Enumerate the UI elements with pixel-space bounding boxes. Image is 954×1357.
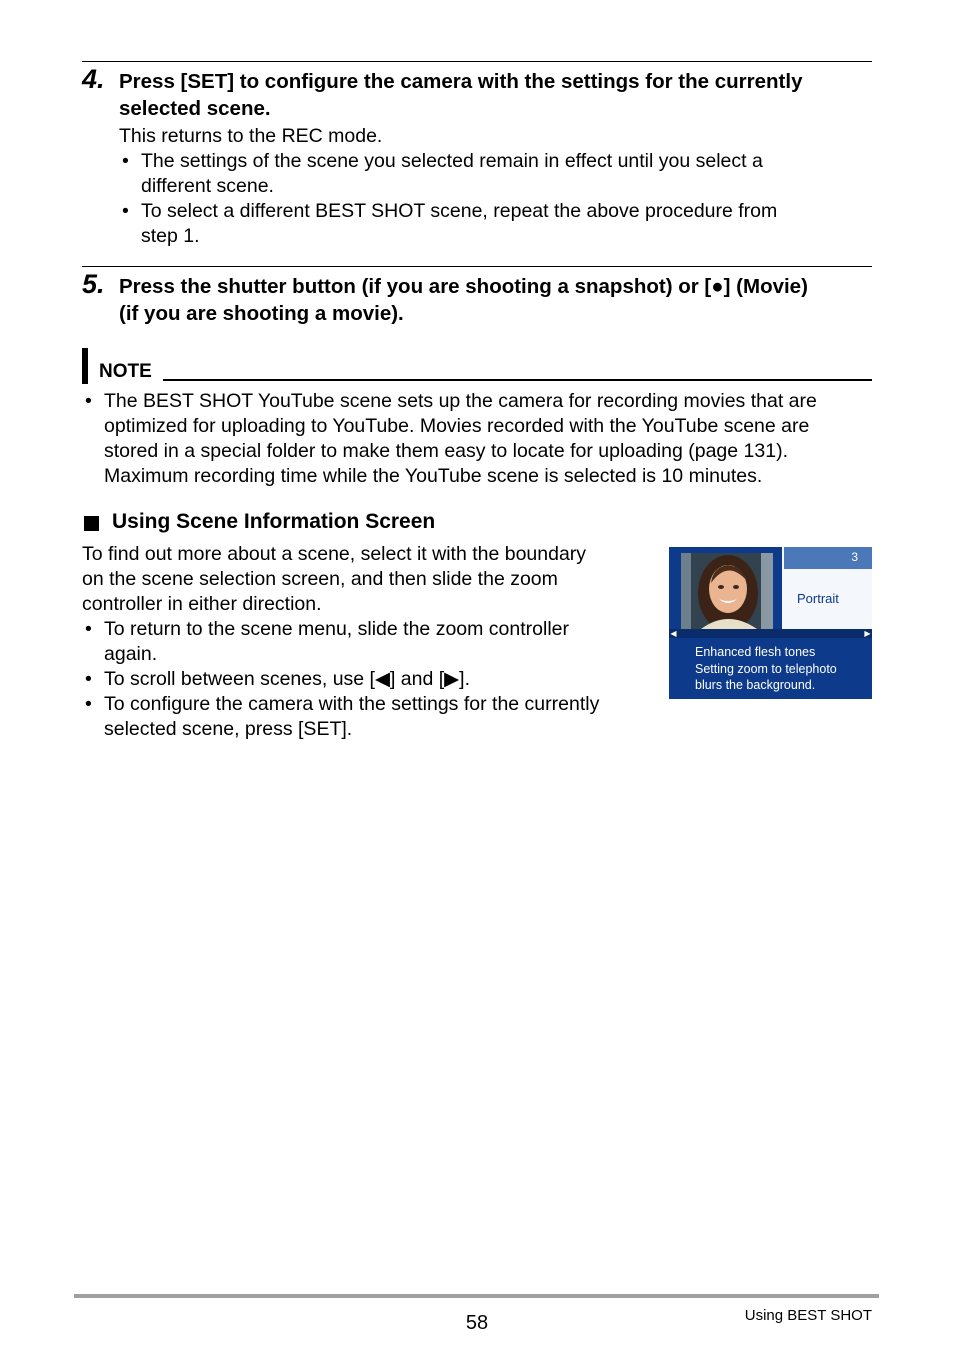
scene-description-line3: blurs the background. [695, 678, 816, 692]
step4-bullet [122, 149, 872, 199]
note-marker [82, 348, 88, 384]
page-number: 58 [465, 1312, 489, 1334]
step4-heading-line2: selected scene. [119, 97, 271, 120]
bullet-dot: • [122, 150, 129, 172]
step4-number: 4. [82, 64, 105, 94]
scene-description-line2: Setting zoom to telephoto [695, 661, 837, 676]
bullet-dot: • [85, 390, 92, 412]
step5-divider [82, 266, 872, 267]
step4-bullet [122, 199, 872, 249]
camera-screen-image [669, 547, 872, 699]
section-intro [82, 542, 652, 617]
section-intro-line2: on the scene selection screen, and then slide the zoom [82, 568, 558, 590]
section-intro-line1: To find out more about a scene, select it with the boundary [82, 543, 587, 565]
step4-intro: This returns to the REC mode. [119, 125, 383, 147]
portrait-photo [681, 553, 773, 629]
step4-heading [119, 68, 871, 122]
scene-description-line1: Enhanced flesh tones [695, 645, 816, 659]
section-bullet [85, 692, 655, 742]
right-arrow-icon: ▶ [864, 629, 871, 638]
note-rule [163, 379, 872, 381]
step5-heading [119, 273, 871, 327]
note-line-3: stored in a special folder to make them easy to locate for uploading (page 131). [104, 440, 788, 462]
bullet-dot: • [85, 693, 92, 715]
scene-description [695, 644, 865, 694]
scene-name: Portrait [797, 591, 839, 606]
section-bullet-1-line2: again. [104, 643, 158, 665]
step4-bullet-1-line2: different scene. [141, 175, 274, 197]
section-bullet-3-line2: selected scene, press [SET]. [104, 718, 353, 740]
section-bullet-1-line1: To return to the scene menu, slide the zoom controller [104, 618, 569, 640]
section-bullet [85, 667, 655, 692]
bullet-dot: • [85, 618, 92, 640]
section-title: Using Scene Information Screen [112, 510, 436, 533]
note-line-2: optimized for uploading to YouTube. Movies recorded with the YouTube scene are [104, 415, 810, 437]
chapter-label: Using BEST SHOT [744, 1307, 872, 1324]
section-square-icon [84, 516, 99, 531]
section-bullet-3-line1: To configure the camera with the settings for the currently [104, 693, 600, 715]
bullet-dot: • [122, 200, 129, 222]
step5-heading-line1: Press the shutter button (if you are shooting a snapshot) or [●] (Movie) [119, 275, 808, 298]
note-label: NOTE [99, 361, 152, 382]
step4-divider [82, 61, 872, 62]
note-bullet [85, 389, 872, 489]
step4-heading-line1: Press [SET] to configure the camera with the settings for the currently [119, 70, 803, 93]
scene-scroll-strip [669, 629, 872, 638]
bullet-dot: • [85, 668, 92, 690]
note-line-4: Maximum recording time while the YouTube scene is selected is 10 minutes. [104, 465, 763, 487]
note-line-1: The BEST SHOT YouTube scene sets up the camera for recording movies that are [104, 390, 817, 412]
step5-heading-line2: (if you are shooting a movie). [119, 302, 404, 325]
portrait-photo-art [681, 553, 773, 629]
footer-rule [74, 1294, 879, 1298]
step4-bullet-2-line2: step 1. [141, 225, 200, 247]
section-bullet-2-line1: To scroll between scenes, use [◀] and [▶]. [104, 668, 471, 690]
left-arrow-icon: ◀ [670, 629, 677, 638]
step5-number: 5. [82, 269, 105, 299]
section-bullet [85, 617, 655, 667]
step4-bullet-2-line1: To select a different BEST SHOT scene, repeat the above procedure from [141, 200, 778, 222]
section-intro-line3: controller in either direction. [82, 593, 322, 615]
step4-bullet-1-line1: The settings of the scene you selected remain in effect until you select a [141, 150, 763, 172]
scene-number: 3 [784, 547, 872, 569]
